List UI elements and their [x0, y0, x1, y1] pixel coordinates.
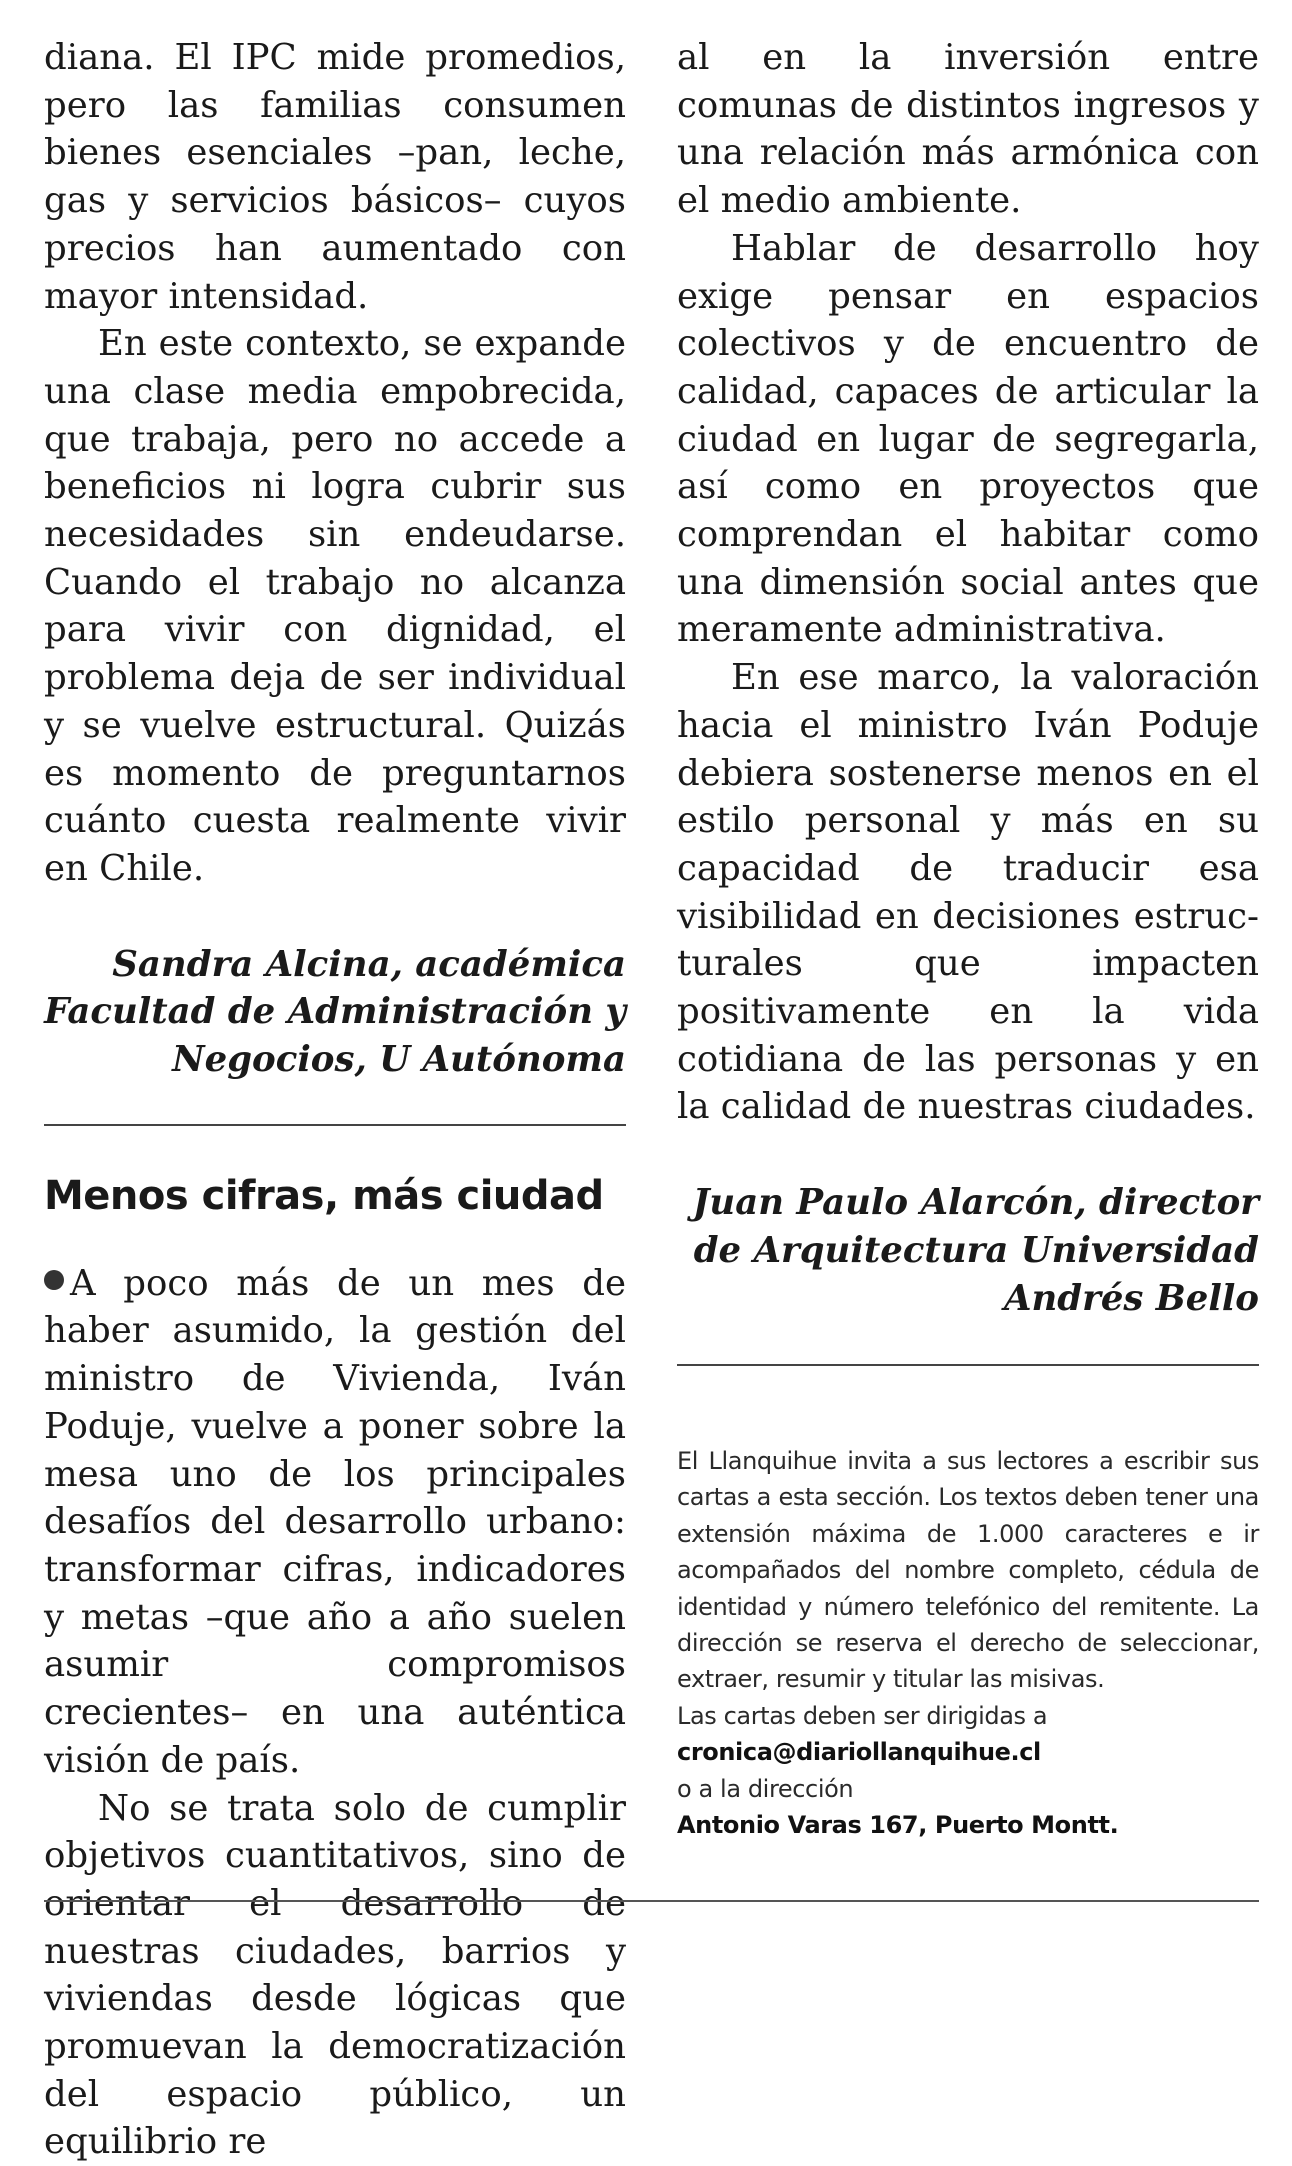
submission-email: cronica@diariollanquihue.cl — [677, 1734, 1259, 1770]
submission-postal-address: Antonio Varas 167, Puerto Montt. — [677, 1807, 1259, 1843]
article-paragraph: al en la inversión entre comunas de distintos ingresos y una relación más armónica con el medio ambiente. — [677, 34, 1259, 225]
article-paragraph-text: A poco más de un mes de haber asumido, la gestión del ministro de Vivienda, Iván Poduje, vuelve a poner sobre la mesa uno de los principales desafíos del desarrollo urbano: transformar cifras, indicadores y metas –que año a año suelen asumir compromisos crecientes– en una auténtica visión de país. — [44, 1263, 626, 1781]
submission-address-intro: Las cartas deben ser dirigidas a — [677, 1698, 1259, 1734]
section-divider — [44, 1124, 626, 1126]
article-headline: Menos cifras, más ciudad — [44, 1170, 626, 1222]
left-column — [44, 34, 626, 2166]
submission-info-box — [677, 1443, 1259, 1843]
article-paragraph — [44, 1260, 626, 1785]
right-column — [677, 34, 1259, 1366]
signature-line: Sandra Alcina, académica — [44, 941, 626, 989]
signature-line: de Arquitectura Universidad — [677, 1227, 1259, 1275]
article-paragraph: En ese marco, la valoración hacia el ministro Iván Poduje debiera sostenerse menos en el estilo personal y más en su capacidad de traducir esa visibilidad en decisiones estructurales que impacten positivamente en la vida cotidiana de las personas y en la calidad de nuestras ciudades. — [677, 654, 1259, 1131]
signature-line: Facultad de Administración y — [44, 988, 626, 1036]
letter-text-end: diana. El IPC mide promedios, pero las familias consumen bienes esenciales –pan, leche, gas y servicios básicos– cuyos precios han aumentado con mayor intensidad. — [44, 34, 626, 320]
letter-signature-alcina — [44, 941, 626, 1084]
signature-line: Negocios, U Autónoma — [44, 1036, 626, 1084]
submission-instructions: El Llanquihue invita a sus lectores a escribir sus cartas a esta sección. Los textos deben tener una extensión máxima de 1.000 caracteres e ir acompañados del nombre completo, cédula de identidad y número telefónico del remitente. La dirección se reserva el derecho de seleccionar, extraer, resumir y titular las misivas. — [677, 1443, 1259, 1698]
letter-signature-alarcon — [677, 1179, 1259, 1322]
section-divider — [677, 1364, 1259, 1366]
letter-text-paragraph: En este contexto, se expande una clase media empobrecida, que trabaja, pero no accede a beneficios ni logra cubrir sus necesidades sin endeudarse. Cuando el trabajo no alcanza para vivir con dignidad, el problema deja de ser individual y se vuelve estructural. Quizás es momento de preguntarnos cuánto cuesta realmente vivir en Chile. — [44, 320, 626, 892]
article-paragraph: Hablar de desarrollo hoy exige pensar en espacios colectivos y de encuentro de calidad, capaces de articular la ciudad en lugar de segregarla, así como en proyectos que comprendan el habitar como una dimensión social antes que meramente administrativa. — [677, 225, 1259, 654]
signature-line: Juan Paulo Alarcón, director — [677, 1179, 1259, 1227]
submission-or-address: o a la dirección — [677, 1771, 1259, 1807]
article-paragraph: No se trata solo de cumplir objetivos cuantitativos, sino de orientar el desarrollo de nuestras ciudades, barrios y viviendas desde lógicas que promuevan la democratización del espacio público, un equilibrio re — [44, 1785, 626, 2166]
bullet-icon — [44, 1270, 64, 1290]
page-bottom-rule — [44, 1900, 1259, 1902]
signature-line: Andrés Bello — [677, 1275, 1259, 1323]
